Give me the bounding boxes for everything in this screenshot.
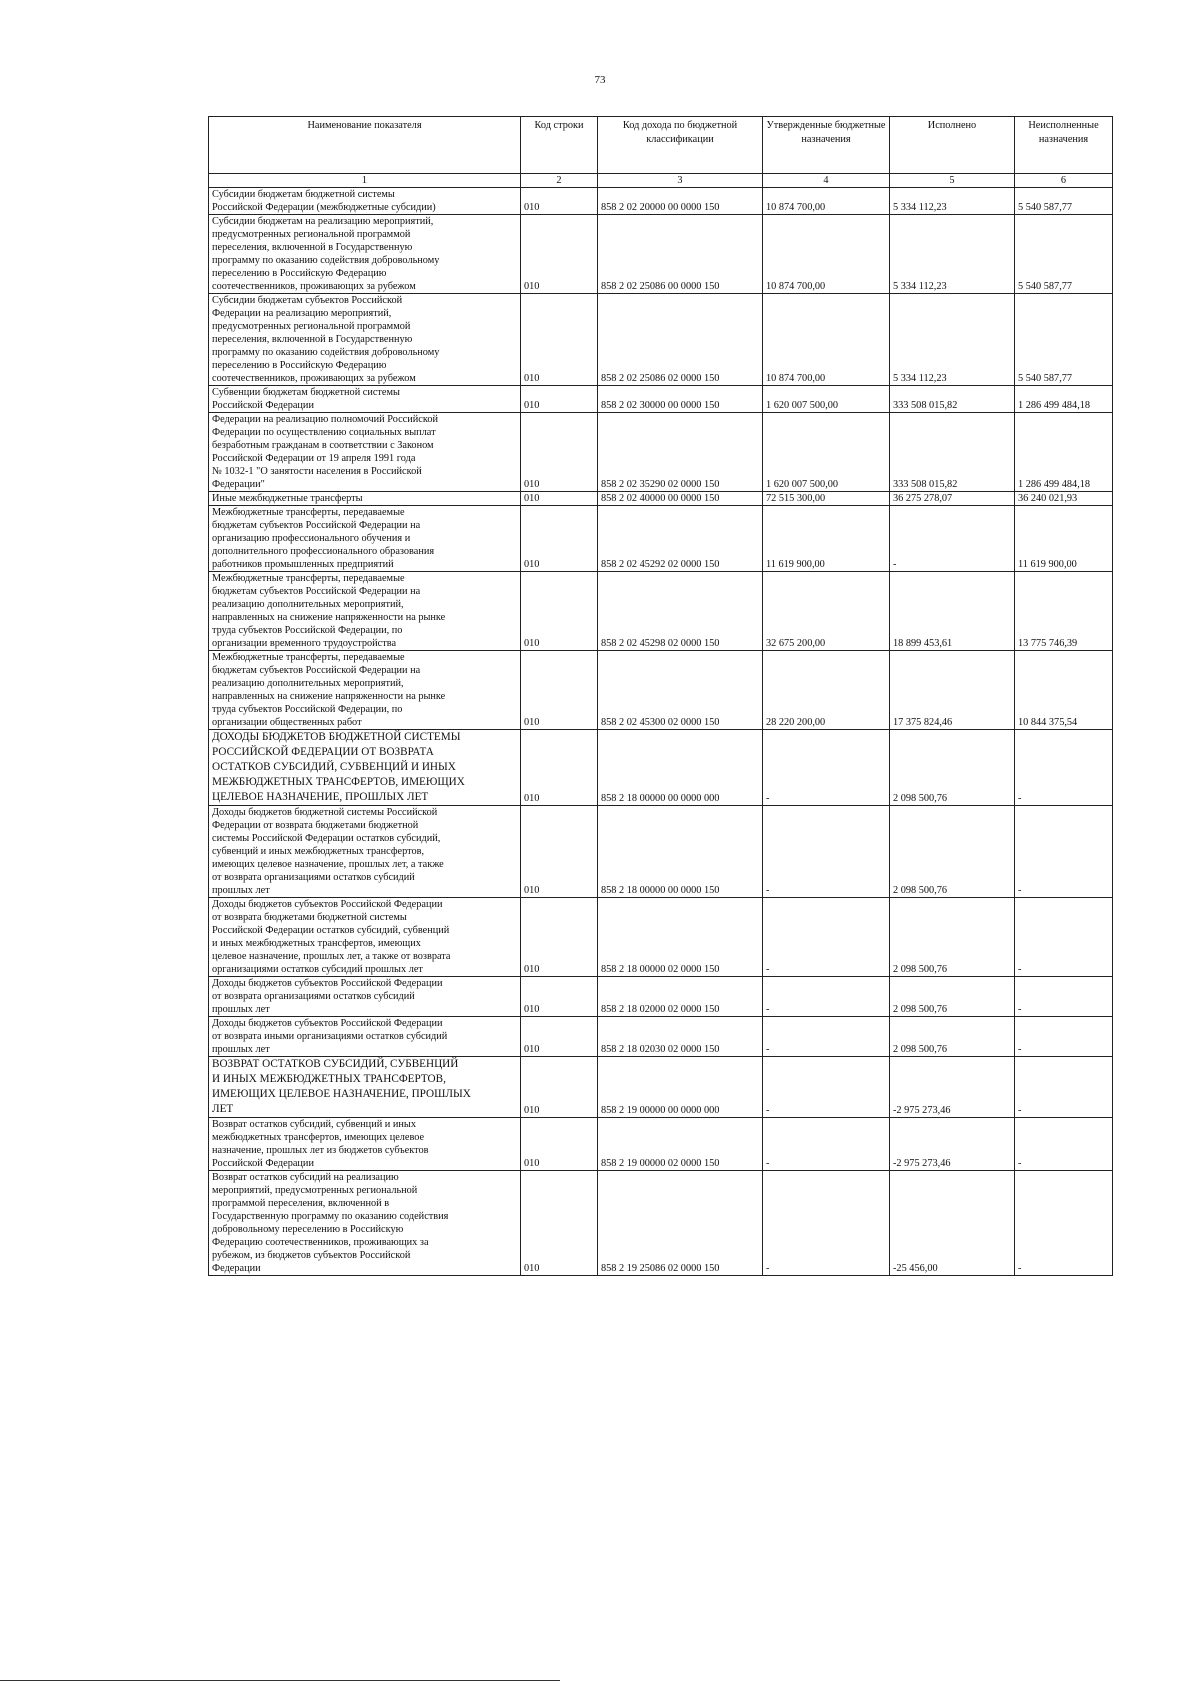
income-code-cell: 858 2 18 00000 00 0000 000 <box>598 730 763 806</box>
unexecuted-cell: - <box>1015 730 1113 806</box>
name-cell: Субсидии бюджетам бюджетной системы Российской Федерации (межбюджетные субсидии) <box>209 188 521 215</box>
executed-cell: 18 899 453,61 <box>890 572 1015 651</box>
page-number: 73 <box>594 74 606 86</box>
table-row <box>209 492 1113 506</box>
table-row <box>209 386 1113 413</box>
executed-cell: 2 098 500,76 <box>890 977 1015 1017</box>
name-cell: Межбюджетные трансферты, передаваемые бюджетам субъектов Российской Федерации на реализацию дополнительных мероприятий, направленных на снижение напряженности на рынке труда субъектов Российской Федерации, по организации общественных работ <box>209 651 521 730</box>
unexecuted-cell: 13 775 746,39 <box>1015 572 1113 651</box>
name-cell: ВОЗВРАТ ОСТАТКОВ СУБСИДИЙ, СУБВЕНЦИЙ И ИНЫХ МЕЖБЮДЖЕТНЫХ ТРАНСФЕРТОВ, ИМЕЮЩИХ ЦЕЛЕВОЕ НАЗНАЧЕНИЕ, ПРОШЛЫХ ЛЕТ <box>209 1057 521 1118</box>
executed-cell: 333 508 015,82 <box>890 386 1015 413</box>
income-code-cell: 858 2 02 25086 00 0000 150 <box>598 215 763 294</box>
approved-cell: - <box>763 977 890 1017</box>
income-code-cell: 858 2 18 00000 00 0000 150 <box>598 806 763 898</box>
approved-cell: 11 619 900,00 <box>763 506 890 572</box>
table-row <box>209 506 1113 572</box>
executed-cell: 2 098 500,76 <box>890 898 1015 977</box>
income-code-cell: 858 2 02 35290 02 0000 150 <box>598 413 763 492</box>
approved-cell: 72 515 300,00 <box>763 492 890 506</box>
income-code-cell: 858 2 02 45300 02 0000 150 <box>598 651 763 730</box>
approved-cell: 1 620 007 500,00 <box>763 386 890 413</box>
header-indicator-name: Наименование показателя <box>209 117 521 174</box>
unexecuted-cell: - <box>1015 1057 1113 1118</box>
header-unexecuted: Неисполненные назначения <box>1015 117 1113 174</box>
line-code-cell: 010 <box>521 730 598 806</box>
approved-cell: 10 874 700,00 <box>763 294 890 386</box>
unexecuted-cell: 5 540 587,77 <box>1015 294 1113 386</box>
unexecuted-cell: 5 540 587,77 <box>1015 215 1113 294</box>
unexecuted-cell: - <box>1015 1017 1113 1057</box>
approved-cell: 32 675 200,00 <box>763 572 890 651</box>
column-number: 4 <box>763 174 890 188</box>
executed-cell: -2 975 273,46 <box>890 1057 1015 1118</box>
unexecuted-cell: - <box>1015 1171 1113 1276</box>
line-code-cell: 010 <box>521 806 598 898</box>
approved-cell: 10 874 700,00 <box>763 188 890 215</box>
line-code-cell: 010 <box>521 492 598 506</box>
table-row <box>209 898 1113 977</box>
executed-cell: 17 375 824,46 <box>890 651 1015 730</box>
column-number: 3 <box>598 174 763 188</box>
unexecuted-cell: 11 619 900,00 <box>1015 506 1113 572</box>
header-line-code: Код строки <box>521 117 598 174</box>
approved-cell: - <box>763 1017 890 1057</box>
table-row <box>209 1171 1113 1276</box>
executed-cell: 2 098 500,76 <box>890 806 1015 898</box>
unexecuted-cell: 10 844 375,54 <box>1015 651 1113 730</box>
table-row <box>209 572 1113 651</box>
approved-cell: - <box>763 1057 890 1118</box>
income-code-cell: 858 2 18 02030 02 0000 150 <box>598 1017 763 1057</box>
name-cell: Иные межбюджетные трансферты <box>209 492 521 506</box>
unexecuted-cell: 1 286 499 484,18 <box>1015 413 1113 492</box>
unexecuted-cell: 1 286 499 484,18 <box>1015 386 1113 413</box>
executed-cell: 5 334 112,23 <box>890 215 1015 294</box>
unexecuted-cell: - <box>1015 806 1113 898</box>
line-code-cell: 010 <box>521 1057 598 1118</box>
line-code-cell: 010 <box>521 1017 598 1057</box>
table-row <box>209 1057 1113 1118</box>
table-row <box>209 806 1113 898</box>
column-number: 5 <box>890 174 1015 188</box>
name-cell: Возврат остатков субсидий на реализацию мероприятий, предусмотренных региональной программой переселения, включенной в Государственную программу по оказанию содействия добровольному переселению в Российскую Федерацию соотечественников, проживающих за рубежом, из бюджетов субъектов Российской Федерации <box>209 1171 521 1276</box>
table-row <box>209 413 1113 492</box>
approved-cell: 1 620 007 500,00 <box>763 413 890 492</box>
executed-cell: 5 334 112,23 <box>890 294 1015 386</box>
line-code-cell: 010 <box>521 1118 598 1171</box>
column-number-row <box>209 174 1113 188</box>
table-row <box>209 294 1113 386</box>
column-number: 2 <box>521 174 598 188</box>
line-code-cell: 010 <box>521 1171 598 1276</box>
executed-cell: 333 508 015,82 <box>890 413 1015 492</box>
unexecuted-cell: 5 540 587,77 <box>1015 188 1113 215</box>
name-cell: Субсидии бюджетам субъектов Российской Федерации на реализацию мероприятий, предусмотренных региональной программой переселения, включенной в Государственную программу по оказанию содействия добровольному переселению в Российскую Федерацию соотечественников, проживающих за рубежом <box>209 294 521 386</box>
name-cell: Федерации на реализацию полномочий Российской Федерации по осуществлению социальных выплат безработным гражданам в соответствии с Законом Российской Федерации от 19 апреля 1991 года № 1032-1 "О занятости населения в Российской Федерации" <box>209 413 521 492</box>
unexecuted-cell: - <box>1015 898 1113 977</box>
executed-cell: 2 098 500,76 <box>890 1017 1015 1057</box>
executed-cell: -25 456,00 <box>890 1171 1015 1276</box>
line-code-cell: 010 <box>521 898 598 977</box>
approved-cell: - <box>763 1171 890 1276</box>
income-code-cell: 858 2 02 20000 00 0000 150 <box>598 188 763 215</box>
table-body <box>209 188 1113 1276</box>
table-row <box>209 188 1113 215</box>
name-cell: Доходы бюджетов субъектов Российской Федерации от возврата иными организациями остатков субсидий прошлых лет <box>209 1017 521 1057</box>
executed-cell: 2 098 500,76 <box>890 730 1015 806</box>
budget-report-table <box>208 116 1113 1276</box>
header-executed: Исполнено <box>890 117 1015 174</box>
line-code-cell: 010 <box>521 572 598 651</box>
name-cell: Доходы бюджетов субъектов Российской Федерации от возврата бюджетами бюджетной системы Российской Федерации остатков субсидий, субвенций и иных межбюджетных трансфертов, имеющих целевое назначение, прошлых лет, а также от возврата организациями остатков субсидий прошлых лет <box>209 898 521 977</box>
income-code-cell: 858 2 19 00000 00 0000 000 <box>598 1057 763 1118</box>
name-cell: Доходы бюджетов субъектов Российской Федерации от возврата организациями остатков субсидий прошлых лет <box>209 977 521 1017</box>
approved-cell: 28 220 200,00 <box>763 651 890 730</box>
income-code-cell: 858 2 02 25086 02 0000 150 <box>598 294 763 386</box>
line-code-cell: 010 <box>521 651 598 730</box>
approved-cell: - <box>763 730 890 806</box>
table-row <box>209 977 1113 1017</box>
executed-cell: 5 334 112,23 <box>890 188 1015 215</box>
table-row <box>209 215 1113 294</box>
income-code-cell: 858 2 19 00000 02 0000 150 <box>598 1118 763 1171</box>
approved-cell: 10 874 700,00 <box>763 215 890 294</box>
executed-cell: -2 975 273,46 <box>890 1118 1015 1171</box>
table-row <box>209 1118 1113 1171</box>
approved-cell: - <box>763 898 890 977</box>
unexecuted-cell: - <box>1015 1118 1113 1171</box>
line-code-cell: 010 <box>521 215 598 294</box>
line-code-cell: 010 <box>521 386 598 413</box>
approved-cell: - <box>763 1118 890 1171</box>
line-code-cell: 010 <box>521 413 598 492</box>
income-code-cell: 858 2 19 25086 02 0000 150 <box>598 1171 763 1276</box>
executed-cell: 36 275 278,07 <box>890 492 1015 506</box>
line-code-cell: 010 <box>521 977 598 1017</box>
income-code-cell: 858 2 02 40000 00 0000 150 <box>598 492 763 506</box>
income-code-cell: 858 2 18 02000 02 0000 150 <box>598 977 763 1017</box>
income-code-cell: 858 2 02 45298 02 0000 150 <box>598 572 763 651</box>
column-number: 1 <box>209 174 521 188</box>
table-row <box>209 651 1113 730</box>
table-row <box>209 730 1113 806</box>
line-code-cell: 010 <box>521 294 598 386</box>
line-code-cell: 010 <box>521 506 598 572</box>
approved-cell: - <box>763 806 890 898</box>
name-cell: Межбюджетные трансферты, передаваемые бюджетам субъектов Российской Федерации на организацию профессионального обучения и дополнительного профессионального образования работников промышленных предприятий <box>209 506 521 572</box>
table-row <box>209 1017 1113 1057</box>
name-cell: Субсидии бюджетам на реализацию мероприятий, предусмотренных региональной программой переселения, включенной в Государственную программу по оказанию содействия добровольному переселению в Российскую Федерацию соотечественников, проживающих за рубежом <box>209 215 521 294</box>
income-code-cell: 858 2 02 45292 02 0000 150 <box>598 506 763 572</box>
name-cell: Возврат остатков субсидий, субвенций и иных межбюджетных трансфертов, имеющих целевое назначение, прошлых лет из бюджетов субъектов Российской Федерации <box>209 1118 521 1171</box>
header-approved: Утвержденные бюджетные назначения <box>763 117 890 174</box>
unexecuted-cell: - <box>1015 977 1113 1017</box>
unexecuted-cell: 36 240 021,93 <box>1015 492 1113 506</box>
header-row <box>209 117 1113 174</box>
name-cell: Субвенции бюджетам бюджетной системы Российской Федерации <box>209 386 521 413</box>
header-income-code: Код дохода по бюджетной классификации <box>598 117 763 174</box>
income-code-cell: 858 2 02 30000 00 0000 150 <box>598 386 763 413</box>
name-cell: Доходы бюджетов бюджетной системы Российской Федерации от возврата бюджетами бюджетной системы Российской Федерации остатков субсидий, субвенций и иных межбюджетных трансфертов, имеющих целевое назначение, прошлых лет, а также от возврата организациями остатков субсидий прошлых лет <box>209 806 521 898</box>
name-cell: Межбюджетные трансферты, передаваемые бюджетам субъектов Российской Федерации на реализацию дополнительных мероприятий, направленных на снижение напряженности на рынке труда субъектов Российской Федерации, по организации временного трудоустройства <box>209 572 521 651</box>
income-code-cell: 858 2 18 00000 02 0000 150 <box>598 898 763 977</box>
footer-divider <box>0 1680 560 1681</box>
name-cell: ДОХОДЫ БЮДЖЕТОВ БЮДЖЕТНОЙ СИСТЕМЫ РОССИЙСКОЙ ФЕДЕРАЦИИ ОТ ВОЗВРАТА ОСТАТКОВ СУБСИДИЙ, СУБВЕНЦИЙ И ИНЫХ МЕЖБЮДЖЕТНЫХ ТРАНСФЕРТОВ, ИМЕЮЩИХ ЦЕЛЕВОЕ НАЗНАЧЕНИЕ, ПРОШЛЫХ ЛЕТ <box>209 730 521 806</box>
column-number: 6 <box>1015 174 1113 188</box>
line-code-cell: 010 <box>521 188 598 215</box>
executed-cell: - <box>890 506 1015 572</box>
